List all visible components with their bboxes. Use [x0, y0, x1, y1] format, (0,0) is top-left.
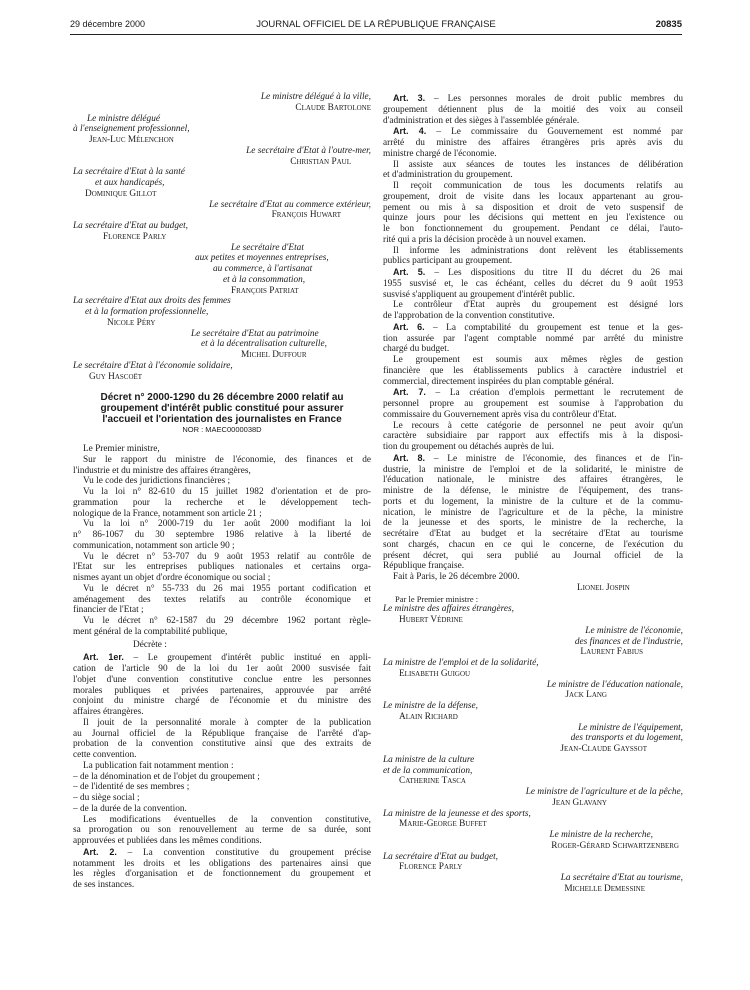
body-line: République française.: [383, 561, 465, 572]
body-line: Art. 1er. – Le groupement d'intérêt public institué en appli-: [83, 652, 371, 664]
signatory-name: Catherine Tasca: [399, 776, 466, 787]
body-line: Art. 8. – Le ministre de l'économie, des finances et de l'in-: [393, 452, 683, 464]
signatory-name: Jack Lang: [565, 690, 607, 701]
article-label: Art. 4.: [393, 126, 427, 137]
body-line: caractère subsidiaire par rapport aux effectifs mis à la disposi-: [383, 431, 683, 442]
signatory-name: Claude Bartolone: [295, 102, 371, 113]
signatory-title: et de la communication,: [383, 765, 473, 776]
article-label: Art. 8.: [393, 452, 425, 463]
journal-title: JOURNAL OFFICIEL DE LA RÉPUBLIQUE FRANÇAISE: [256, 19, 496, 30]
body-line: financière que les établissements publics à caractère industriel et: [383, 365, 683, 376]
body-line: Le contrôleur d'Etat auprès du groupement est désigné lors: [393, 300, 683, 311]
body-line: 1955 susvisé et, le cas échéant, celles du décret du 9 août 1953: [383, 278, 683, 289]
body-line: Art. 7. – La création d'emplois permettant le recrutement de: [393, 387, 683, 399]
signatory-title: La secrétaire d'Etat au budget,: [73, 221, 188, 231]
body-line: les règles d'organisation et de fonctionnement du groupement et: [73, 869, 371, 880]
signatory-name: Nicole Péry: [107, 317, 156, 328]
signatory-title: à l'enseignement professionnel,: [73, 124, 190, 135]
body-line: publics participant au groupement.: [383, 256, 513, 267]
body-line: nologique de la France, notamment son article 21 ;: [73, 508, 262, 519]
signatory-name: Michelle Demessine: [564, 883, 645, 894]
signatory-title: et à la décentralisation culturelle,: [201, 339, 327, 350]
signatory-name: Christian Paul: [290, 156, 351, 167]
signatory-name: Dominique Gillot: [85, 188, 157, 199]
body-line: pement ou mis à sa disposition et droit de veto suspensif de: [383, 202, 683, 213]
body-line: n° 86-1067 du 30 septembre 1986 relative à la liberté de: [73, 530, 371, 540]
signatory-title: Le ministre de la recherche,: [549, 830, 653, 840]
body-line: grammation pour la recherche et le développement tech-: [73, 497, 371, 508]
body-line: – de la dénomination et de l'objet du groupement ;: [73, 771, 260, 782]
signatory-title: Le ministre de l'équipement,: [578, 722, 683, 733]
signatory-name: François Patriat: [231, 285, 299, 296]
body-line: et d'administration du groupement.: [383, 170, 513, 181]
signatory-name: Jean-Claude Gayssot: [560, 744, 647, 754]
body-line: tion assurée par l'agent comptable nommé par arrêté du ministre: [383, 333, 683, 344]
signatory-name: Alain Richard: [399, 711, 458, 722]
body-line: présent décret, qui sera publié au Journal officiel de la: [383, 550, 683, 561]
body-line: Art. 4. – Le commissaire du Gouvernement est nommé par: [393, 126, 683, 138]
body-line: au Journal officiel de la République française de l'arrêté d'ap-: [73, 728, 371, 739]
signatory-title: Le secrétaire d'Etat: [231, 242, 304, 253]
body-line: Art. 3. – Les personnes morales de droit public membres du: [393, 93, 683, 104]
body-line: susvisé s'appliquent au groupement d'intérêt public.: [383, 289, 575, 300]
signatory-title: Le secrétaire d'Etat à l'économie solidaire,: [73, 360, 233, 371]
header-rule: [70, 34, 682, 35]
body-line: chargé du budget.: [383, 344, 450, 355]
body-line: Il informe les administrations dont relèvent les établissements: [393, 245, 683, 256]
article-label: Art. 1er.: [83, 652, 124, 663]
body-line: aménagement des textes relatifs au contrôle économique et: [73, 594, 371, 605]
body-line: de l'approbation de la convention constitutive.: [383, 311, 555, 321]
signatory-title: La secrétaire d'Etat au tourisme,: [560, 873, 683, 883]
body-line: groupement, droit de visite dans les locaux appartenant au grou-: [383, 191, 683, 202]
body-line: Décrète :: [133, 639, 167, 650]
body-line: Vu le décret n° 55-733 du 26 mai 1955 portant codification et: [83, 583, 371, 594]
body-line: le bon fonctionnement du groupement. Pendant ce délai, l'auto-: [383, 224, 683, 234]
body-line: ministre chargé de l'économie.: [383, 148, 497, 159]
body-line: – du siège social ;: [73, 793, 140, 803]
body-line: cette convention.: [73, 750, 137, 760]
signatory-title: aux petites et moyennes entreprises,: [195, 253, 329, 264]
signatory-title: La ministre de la culture: [383, 754, 475, 765]
body-line: financier de l'Etat ;: [73, 605, 144, 616]
body-line: Sur le rapport du ministre de l'économie, des finances et de: [83, 454, 371, 465]
article-label: Art. 3.: [393, 93, 426, 103]
article-label: Art. 5.: [393, 267, 426, 277]
decree-title: [73, 392, 371, 425]
signatory-title: des transports et du logement,: [570, 733, 683, 744]
body-line: Le groupement est soumis aux mêmes règles de gestion: [393, 355, 683, 365]
signatory-name: Hubert Védrine: [399, 615, 463, 625]
body-line: tion du groupement ou détachés auprès de lui.: [383, 442, 554, 452]
body-line: notamment les droits et les obligations des partenaires ainsi que: [73, 858, 371, 869]
body-line: Vu le code des juridictions financières ;: [83, 476, 231, 487]
signatory-title: Le ministre de l'agriculture et de la pêche,: [525, 787, 683, 797]
body-line: Il jouit de la personnalité morale à compter de la publication: [83, 717, 371, 728]
body-line: de la jeunesse et des sports, le ministre de la recherche, la: [383, 518, 683, 529]
body-line: ment général de la comptabilité publique,: [73, 626, 228, 637]
body-line: Les modifications éventuelles de la convention constitutive,: [83, 814, 371, 825]
body-line: l'industrie et du ministre des affaires étrangères,: [73, 465, 251, 476]
body-line: Vu le décret n° 62-1587 du 29 décembre 1962 portant règle-: [83, 616, 371, 626]
decree-body-left: [73, 444, 371, 891]
body-line: Il assiste aux séances de toutes les instances de délibération: [393, 159, 683, 170]
signatory-name: Florence Parly: [399, 862, 463, 873]
body-line: l'objet d'une convention constitutive conclue entre les personnes: [73, 674, 371, 685]
signatory-title: Par le Premier ministre :: [395, 593, 479, 604]
signatory-name: Michel Duffour: [241, 350, 307, 360]
body-line: approuvées et publiées dans les mêmes conditions.: [73, 836, 262, 846]
body-line: Le recours à cette catégorie de personnel ne peut avoir qu'un: [393, 420, 683, 431]
signatory-name: Guy Hascoët: [89, 371, 143, 382]
body-line: groupement détiennent plus de la moitié des voix au conseil: [383, 104, 683, 115]
body-line: dustrie, la ministre de l'emploi et de la solidarité, le ministre de: [383, 464, 683, 475]
body-line: l'Etat sur les entreprises publiques nationales et certains orga-: [73, 562, 371, 573]
body-line: d'administration et des sièges à l'assemblée générale.: [383, 115, 580, 126]
body-line: Art. 5. – Les dispositions du titre II du décret du 26 mai: [393, 267, 683, 278]
signatory-title: Le ministre délégué: [87, 113, 160, 124]
body-line: probation de la convention constitutive ainsi que des extraits de: [73, 739, 371, 750]
decree-body-right: [383, 93, 683, 583]
signatory-title: et à la consommation,: [223, 274, 306, 285]
body-line: Il reçoit communication de tous les documents relatifs au: [393, 181, 683, 191]
signatory-name: Florence Parly: [103, 231, 167, 242]
body-line: La publication fait notamment mention :: [83, 760, 234, 771]
decree-title-line: groupement d'intérêt public constitué pour assurer: [100, 403, 344, 415]
body-line: Art. 6. – La comptabilité du groupement est tenue et la ges-: [393, 321, 683, 333]
right-signatures: [383, 583, 683, 895]
body-line: de ses instances.: [73, 880, 135, 890]
signatory-name: François Huwart: [271, 210, 341, 221]
decree-title-line: Décret n° 2000-1290 du 26 décembre 2000 relatif au: [100, 392, 344, 404]
article-label: Art. 2.: [83, 846, 117, 857]
body-line: Fait à Paris, le 26 décembre 2000.: [393, 572, 520, 582]
body-line: morales publiques et privées partenaires, approuvée par arrêté: [73, 685, 371, 696]
body-line: commissaire du Gouvernement après visa du contrôleur d'Etat.: [383, 409, 617, 420]
signatory-title: et aux handicapés,: [95, 178, 165, 188]
body-line: affaires étrangères.: [73, 707, 144, 717]
signatory-title: Le ministre des affaires étrangères,: [383, 604, 514, 615]
signatory-title: au commerce, à l'artisanat: [213, 264, 313, 274]
body-line: sont chargés, chacun en ce qui le concerne, de l'exécution du: [383, 539, 683, 550]
page-number: 20835: [655, 19, 682, 30]
body-line: commercial, directement inspirées du plan comptable général.: [383, 376, 614, 387]
body-line: – de la durée de la convention.: [73, 803, 187, 814]
signatory-title: La ministre de l'emploi et de la solidarité,: [383, 658, 539, 668]
signatory-name: Lionel Jospin: [577, 582, 630, 593]
body-line: arrêté du ministre des affaires étrangères pris après avis du: [383, 138, 683, 148]
signatory-name: Jean-Luc Mélenchon: [89, 135, 174, 145]
signatory-title: Le ministre de l'économie,: [585, 625, 683, 636]
signatory-title: La secrétaire d'Etat à la santé: [73, 167, 185, 178]
body-line: quinze jours pour les décisions qui mettent en jeu l'existence ou: [383, 213, 683, 224]
body-line: ministre de la défense, le ministre de l'équipement, des trans-: [383, 486, 683, 496]
body-line: Le Premier ministre,: [83, 444, 160, 454]
body-line: sa prorogation ou son renouvellement au terme de sa durée, sont: [73, 825, 371, 836]
signatory-title: La secrétaire d'Etat aux droits des femmes: [73, 296, 231, 307]
body-line: nication, le ministre de l'agriculture et de la pêche, la ministre: [383, 507, 683, 518]
decree-title-line: l'accueil et l'orientation des journalistes en France: [102, 414, 342, 426]
body-line: conjoint du ministre chargé de l'économie et du ministre des: [73, 696, 371, 707]
body-line: Art. 2. – La convention constitutive du groupement précise: [83, 846, 371, 858]
signatory-name: Laurent Fabius: [580, 647, 643, 658]
body-line: personnel propre au groupement est soumise à l'approbation du: [383, 399, 683, 409]
body-line: nismes ayant un objet d'ordre économique ou social ;: [73, 573, 271, 583]
right-column: [383, 93, 683, 895]
body-line: cation de l'article 90 de la loi du 1er août 2000 susvisée fait: [73, 664, 371, 674]
body-line: communication, notamment son article 90 ;: [73, 540, 235, 551]
body-line: Vu la loi n° 2000-719 du 1er août 2000 modifiant la loi: [83, 519, 371, 530]
body-line: secrétaire d'Etat au budget et la secrétaire d'Etat au tourisme: [383, 529, 683, 539]
signatory-title: Le secrétaire d'Etat au patrimoine: [191, 328, 319, 339]
body-line: rité qui a pris la décision procède à un nouvel examen.: [383, 234, 586, 245]
signatory-title: Le ministre de l'éducation nationale,: [546, 679, 683, 690]
article-label: Art. 7.: [393, 387, 426, 398]
signatory-title: des finances et de l'industrie,: [574, 636, 683, 647]
signatory-title: Le secrétaire d'Etat à l'outre-mer,: [246, 145, 371, 156]
signatory-name: Élisabeth Guigou: [399, 668, 471, 679]
nor-reference: NOR : MAEC0000038D: [182, 425, 262, 435]
signatory-title: et à la formation professionnelle,: [85, 307, 209, 317]
signatory-title: Le secrétaire d'Etat au commerce extérieur,: [209, 199, 371, 210]
left-signatures: [73, 92, 371, 382]
body-line: – de l'identité de ses membres ;: [73, 782, 190, 793]
page-header: [70, 16, 682, 34]
body-line: l'éducation nationale, le ministre des affaires étrangères, le: [383, 475, 683, 486]
body-line: Vu le décret n° 53-707 du 9 août 1953 relatif au contrôle de: [83, 551, 371, 562]
body-line: ports et du logement, la ministre de la culture et de la commu-: [383, 496, 683, 507]
body-line: Vu la loi n° 82-610 du 15 juillet 1982 d'orientation et de pro-: [83, 487, 371, 497]
left-column: [73, 92, 371, 891]
signatory-name: Marie-George Buffet: [399, 819, 487, 830]
signatory-title: La secrétaire d'Etat au budget,: [383, 851, 498, 862]
header-date: 29 décembre 2000: [70, 19, 146, 29]
article-label: Art. 6.: [393, 321, 425, 332]
signatory-name: Jean Glavany: [552, 797, 607, 808]
signatory-title: La ministre de la jeunesse et des sports,: [383, 808, 531, 819]
signatory-title: Le ministre de la défense,: [383, 701, 478, 711]
signatory-name: Roger-Gérard Schwartzenberg: [551, 840, 679, 851]
signatory-title: Le ministre délégué à la ville,: [260, 92, 371, 102]
